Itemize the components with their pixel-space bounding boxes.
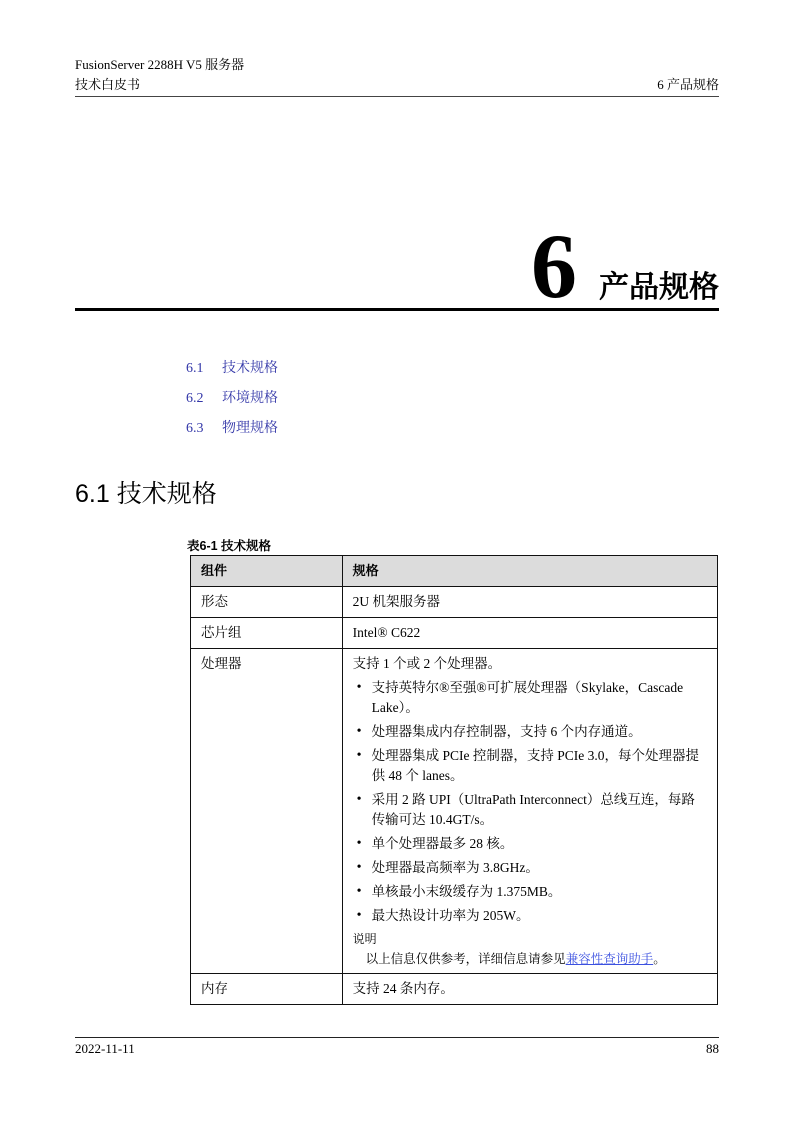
toc-number: 6.2 (186, 391, 204, 406)
processor-intro: 支持 1 个或 2 个处理器。 (352, 656, 502, 671)
processor-bullet: • 最大热设计功率为 205W。 (353, 906, 707, 926)
column-header-component: 组件 (191, 556, 343, 587)
table-header-row (191, 556, 718, 587)
toc-number: 6.1 (186, 361, 204, 376)
row-label: 芯片组 (191, 618, 343, 649)
page-header (75, 55, 719, 95)
table-row-chipset (191, 618, 718, 649)
table-row-form-factor (191, 587, 718, 618)
processor-bullet: • 支持英特尔®至强®可扩展处理器（Skylake，Cascade Lake）。 (353, 678, 707, 718)
toc-link-environment-specs[interactable] (186, 391, 278, 406)
note-body (353, 950, 707, 968)
chapter-toc (186, 361, 278, 451)
row-value: 2U 机架服务器 (342, 587, 717, 618)
column-header-spec: 规格 (342, 556, 717, 587)
processor-bullet: • 处理器集成内存控制器，支持 6 个内存通道。 (353, 722, 707, 742)
toc-label: 环境规格 (222, 391, 278, 406)
note-suffix: 。 (653, 952, 666, 966)
header-product-title: FusionServer 2288H V5 服务器 (75, 57, 245, 72)
toc-link-technical-specs[interactable] (186, 361, 278, 376)
processor-bullet: • 单核最小末级缓存为 1.375MB。 (353, 882, 707, 902)
processor-note (353, 930, 707, 968)
processor-bullet: • 采用 2 路 UPI（UltraPath Interconnect）总线互连，每路传输可达 10.4GT/s。 (353, 790, 707, 830)
table-row-memory (191, 974, 718, 1005)
row-label: 处理器 (191, 649, 343, 974)
processor-bullet: • 单个处理器最多 28 核。 (353, 834, 707, 854)
row-label: 内存 (191, 974, 343, 1005)
header-rule (75, 96, 719, 97)
chapter-title: 产品规格 (599, 271, 719, 304)
table-caption: 表6-1 技术规格 (187, 539, 272, 553)
row-value-processor (342, 649, 717, 974)
toc-link-physical-specs[interactable] (186, 421, 278, 436)
processor-bullet: • 处理器最高频率为 3.8GHz。 (353, 858, 707, 878)
chapter-heading (531, 215, 719, 317)
chapter-rule (75, 308, 719, 311)
processor-bullet-list (353, 678, 707, 926)
chapter-number: 6 (531, 215, 577, 317)
compatibility-checker-link[interactable]: 兼容性查询助手 (565, 952, 654, 966)
row-value: 支持 24 条内存。 (342, 974, 717, 1005)
spec-table (190, 555, 718, 1005)
section-title: 6.1 技术规格 (75, 480, 217, 508)
footer-page-number: 88 (706, 1041, 719, 1056)
table-row-processor (191, 649, 718, 974)
footer-rule (75, 1037, 719, 1038)
row-value: Intel® C622 (342, 618, 717, 649)
note-label: 说明 (352, 932, 377, 946)
footer-date: 2022-11-11 (75, 1041, 135, 1056)
toc-number: 6.3 (186, 421, 204, 436)
note-text: 以上信息仅供参考，详细信息请参见 (365, 952, 566, 966)
header-chapter-ref: 6 产品规格 (657, 77, 719, 92)
header-doc-title: 技术白皮书 (75, 77, 141, 92)
processor-bullet: • 处理器集成 PCIe 控制器，支持 PCIe 3.0，每个处理器提供 48 个 lanes。 (353, 746, 707, 786)
row-label: 形态 (191, 587, 343, 618)
toc-label: 技术规格 (222, 361, 278, 376)
toc-label: 物理规格 (222, 421, 278, 436)
